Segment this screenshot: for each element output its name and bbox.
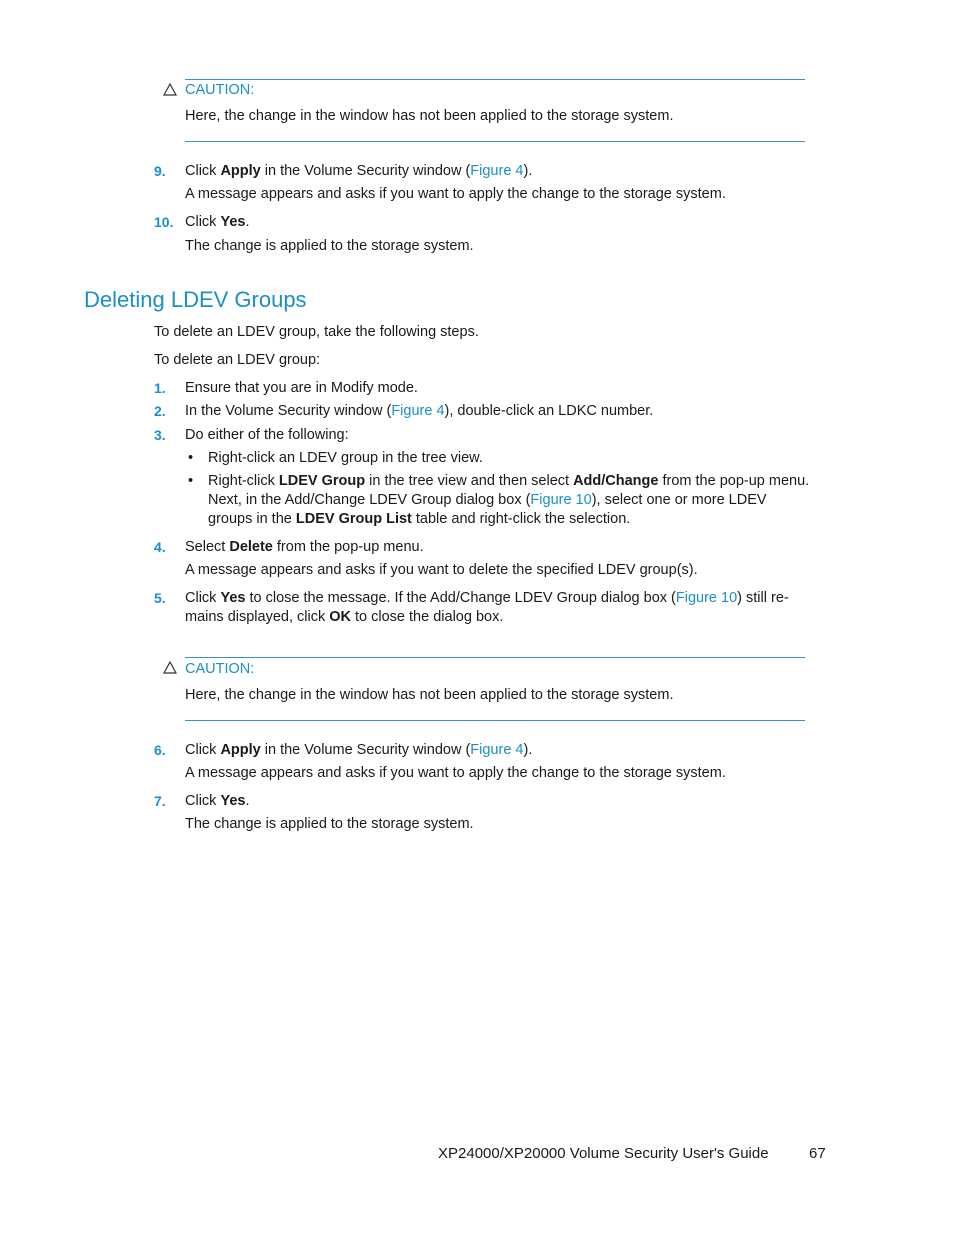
caution-bottom-rule bbox=[185, 141, 805, 142]
step-result: The change is applied to the storage system. bbox=[185, 238, 474, 254]
figure-link[interactable]: Figure 4 bbox=[470, 163, 524, 179]
figure-link[interactable]: Figure 10 bbox=[530, 492, 592, 508]
bullet-marker: • bbox=[188, 450, 194, 466]
intro-paragraph: To delete an LDEV group: bbox=[154, 352, 321, 368]
step-number: 5. bbox=[154, 590, 166, 606]
step-number: 1. bbox=[154, 380, 166, 396]
figure-link[interactable]: Figure 4 bbox=[391, 403, 445, 419]
caution-text: Here, the change in the window has not been applied to the storage system. bbox=[185, 108, 674, 124]
step-text: Click Apply in the Volume Security window (Figure 4). bbox=[185, 742, 533, 758]
caution-top-rule bbox=[185, 657, 805, 658]
caution-text: Here, the change in the window has not been applied to the storage system. bbox=[185, 687, 674, 703]
caution-triangle-icon bbox=[162, 82, 178, 98]
step-number: 4. bbox=[154, 539, 166, 555]
step-text: Select Delete from the pop-up menu. bbox=[185, 539, 424, 555]
caution-label: CAUTION: bbox=[185, 661, 255, 677]
caution-bottom-rule bbox=[185, 720, 805, 721]
step-number: 6. bbox=[154, 742, 166, 758]
caution-triangle-icon bbox=[162, 660, 178, 676]
step-result: A message appears and asks if you want to delete the specified LDEV group(s). bbox=[185, 562, 698, 578]
step-text: Ensure that you are in Modify mode. bbox=[185, 380, 418, 396]
step-result: A message appears and asks if you want to apply the change to the storage system. bbox=[185, 186, 726, 202]
step-text: Click Yes. bbox=[185, 214, 250, 230]
step-text: Click Yes to close the message. If the Add/Change LDEV Group dialog box (Figure 10) still re- bbox=[185, 590, 789, 606]
caution-label: CAUTION: bbox=[185, 82, 255, 98]
step-text: Click Yes. bbox=[185, 793, 250, 809]
step-number: 10. bbox=[154, 214, 174, 230]
step-number: 3. bbox=[154, 427, 166, 443]
bullet-text: groups in the LDEV Group List table and right-click the selection. bbox=[208, 511, 631, 527]
figure-link[interactable]: Figure 10 bbox=[675, 590, 738, 606]
caution-top-rule bbox=[185, 79, 805, 80]
step-text: Click Apply in the Volume Security window (Figure 4). bbox=[185, 163, 533, 179]
bullet-text: Right-click an LDEV group in the tree view. bbox=[208, 450, 483, 466]
figure-link[interactable]: Figure 4 bbox=[470, 742, 524, 758]
step-text: In the Volume Security window (Figure 4), double-click an LDKC number. bbox=[185, 403, 654, 419]
bullet-text: Next, in the Add/Change LDEV Group dialog box (Figure 10), select one or more LDEV bbox=[208, 492, 767, 508]
step-text: mains displayed, click OK to close the dialog box. bbox=[185, 609, 504, 625]
step-number: 2. bbox=[154, 403, 166, 419]
bullet-text: Right-click LDEV Group in the tree view and then select Add/Change from the pop-up menu. bbox=[208, 473, 810, 489]
bullet-marker: • bbox=[188, 473, 194, 489]
page-number: 67 bbox=[809, 1145, 826, 1162]
footer-title: XP24000/XP20000 Volume Security User's Guide bbox=[438, 1145, 769, 1162]
section-heading: Deleting LDEV Groups bbox=[84, 287, 307, 312]
step-number: 9. bbox=[154, 163, 166, 179]
intro-paragraph: To delete an LDEV group, take the following steps. bbox=[154, 324, 479, 340]
step-result: A message appears and asks if you want to apply the change to the storage system. bbox=[185, 765, 726, 781]
step-number: 7. bbox=[154, 793, 166, 809]
step-text: Do either of the following: bbox=[185, 427, 349, 443]
step-result: The change is applied to the storage system. bbox=[185, 816, 474, 832]
